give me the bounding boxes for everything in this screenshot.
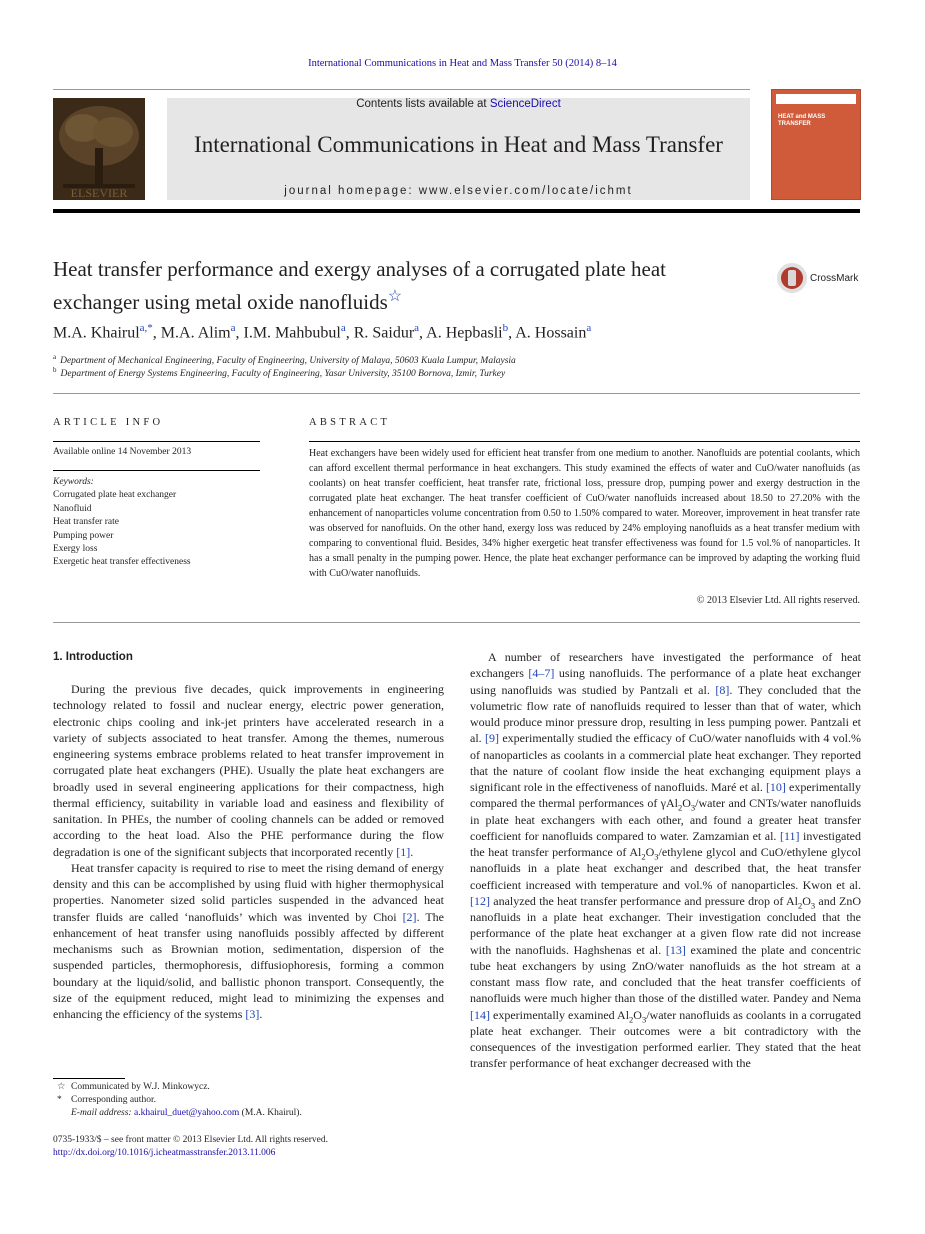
author-name: M.A. Alim bbox=[160, 324, 231, 342]
abstract-text: Heat exchangers have been widely used for efficient heat transfer from one medium to another. Nanofluids are potential coolants, which can afford excellent thermal performance in heat exchangers. This study examined the effects of water and CuO/water nanofluids (as coolants) on heat transfer coefficient, heat transfer rate, frictional loss, pressure drop, pumping power and exergy destruction in the corrugated plate heat exchanger. The heat transfer coefficient of CuO/water nanofluids increased about 18.50 to 27.20% with the enhancement of nanoparticles volume concentration from 0.50 to 1.50% compared to water. Moreover, improvement in heat transfer rate was observed for nanofluids. On the other hand, exergy loss was reduced by 24% employing nanofluids as a heat transfer medium with comparing to conventional fluid. Besides, 34% higher exergetic heat transfer effectiveness was found for 1.5 vol.% of nanoparticles. It has a small penalty in the pumping power. Hence, the plate heat exchanger performance can be improved by adapting the working fluid with CuO/water nanofluids. bbox=[309, 448, 860, 579]
paragraph-text: and ZnO nanofluids in a plate heat exchanger. Their investigation concluded that the performance of the plate heat exchanger at a given flow rate did not increase with the nanofluids. Haghshenas et al. bbox=[470, 893, 861, 957]
paragraph-text: experimentally compared the thermal performances of γAl bbox=[470, 780, 861, 811]
footnote-mark: * bbox=[57, 1095, 62, 1105]
paragraph-text: /ethylene glycol and CuO/ethylene glycol nanofluids in a plate heat exchanger and described that, the heat transfer coefficient increased with temperature and vol.% of nanoparticles. Kwon et al. bbox=[470, 845, 861, 892]
paragraph-text: using nanofluids. The performance of a plate heat exchanger using nanofluids was studied by Pantzali et al. bbox=[470, 666, 861, 697]
journal-homepage[interactable]: journal homepage: www.elsevier.com/locate/ichmt bbox=[284, 185, 633, 197]
subscript: 3 bbox=[810, 900, 816, 911]
affiliation-mark: a bbox=[53, 353, 57, 361]
author-affil-mark[interactable]: a,* bbox=[139, 322, 153, 334]
affiliation-text: Department of Mechanical Engineering, Faculty of Engineering, University of Malaya, 50603 Kuala Lumpur, Malaysia bbox=[60, 356, 516, 367]
footnote-text: Communicated by W.J. Minkowycz. bbox=[71, 1082, 210, 1092]
keyword-item: Exergetic heat transfer effectiveness bbox=[53, 557, 191, 568]
author-name: M.A. Khairul bbox=[53, 324, 140, 342]
crossmark-icon bbox=[776, 261, 810, 295]
paragraph-text: . bbox=[410, 844, 414, 859]
author-name: I.M. Mahbubul bbox=[243, 324, 341, 342]
cover-strip bbox=[776, 94, 856, 104]
header-rule bbox=[53, 89, 750, 90]
info-rule bbox=[53, 470, 260, 471]
paragraph-text: examined the plate and concentric tube heat exchangers by using ZnO/water nanofluids as the hot stream at a constant mass flow rate, and concluded that the heat transfer coefficients of nanofluids were much higher than those of the distilled water. Pandey and Nema bbox=[470, 942, 861, 1006]
keywords-list bbox=[53, 476, 191, 570]
issn-line: 0735-1933/$ – see front matter © 2013 Elsevier Ltd. All rights reserved. bbox=[53, 1135, 329, 1145]
article-title-text: Heat transfer performance and exergy analyses of a corrugated plate heat exchanger using metal oxide nanofluids bbox=[53, 257, 666, 314]
citation-ref[interactable]: [4–7] bbox=[528, 666, 555, 681]
author-affil-mark[interactable]: b bbox=[502, 322, 509, 334]
paragraph-text: A number of researchers have investigated the performance of heat exchangers bbox=[470, 650, 861, 681]
body-rule bbox=[53, 622, 860, 623]
body-column-right bbox=[470, 649, 861, 1072]
author-separator: , bbox=[152, 324, 161, 342]
paragraph-text: . The enhancement of heat transfer using nanofluids possibly affected by different mechanisms such as Brownian motion, sedimentation, dispersion of the suspended particles, thermophoresis, diffusiophoresis, forming a common boundary at the liquid/solid, and ballistic phonon transport. Consequently, the size of the equipment reduced, might lead to minimizing the expenses and enhancing the efficiency of the systems bbox=[53, 909, 444, 1021]
paragraph bbox=[470, 649, 861, 1072]
affiliation-a bbox=[53, 353, 860, 366]
abstract-heading: ABSTRACT bbox=[309, 417, 391, 428]
subscript: 2 bbox=[629, 1013, 634, 1024]
author-affil-mark[interactable]: a bbox=[586, 322, 592, 334]
affiliation-text: Department of Energy Systems Engineering, Faculty of Engineering, Yasar University, 35100 Bornova, Izmir, Turkey bbox=[60, 369, 506, 380]
info-rule bbox=[53, 441, 260, 442]
author-name: R. Saidur bbox=[353, 324, 415, 342]
paragraph-text: O bbox=[802, 893, 811, 908]
footnote-corresponding bbox=[53, 1094, 444, 1107]
author-affil-mark[interactable]: a bbox=[414, 322, 420, 334]
citation-ref[interactable]: [1] bbox=[396, 844, 411, 859]
paragraph-text: O bbox=[682, 796, 691, 811]
section-rule bbox=[53, 393, 860, 394]
author-separator: , bbox=[419, 324, 427, 342]
body-column-left bbox=[53, 649, 444, 1022]
keyword-item: Corrugated plate heat exchanger bbox=[53, 490, 177, 501]
paragraph-text: . They concluded that the volumetric flow rate of nanofluids required to lesser than that of water, which would produce minor pressure drop, resulting in less pumping power. Pantzali et al. bbox=[470, 682, 862, 746]
affiliation-mark: b bbox=[53, 366, 57, 374]
subscript: 3 bbox=[690, 802, 696, 813]
title-footnote-mark[interactable]: ☆ bbox=[387, 288, 403, 305]
subscript: 2 bbox=[677, 802, 683, 813]
paragraph-text: During the previous five decades, quick improvements in engineering technology related to fossil and nuclear energy, electric power generation, electronic chips cooling and ink-jet printers have accelerated research in a variety of subjects associated to heat transfer. Among the themes, numerous engineering systems embrace problems related to heat transfer improvement in corrugated plate heat exchangers (PHE). Usually the plate heat exchangers are broadly used in several engineering applications for their compactness, high thermal efficiency, suitability in variable load and easiness and flexibility of sanitation. In PHEs, the number of cooling channels can be added or removed according to the heat load. Also the PHE performance during the flow degradation is one of the significant subjects that incorporated recently bbox=[53, 682, 444, 859]
paragraph-text: analyzed the heat transfer performance and pressure drop of Al bbox=[490, 893, 798, 908]
paragraph bbox=[53, 860, 444, 1023]
section-heading-introduction: 1. Introduction bbox=[53, 651, 133, 663]
crossmark-label[interactable]: CrossMark bbox=[810, 273, 859, 284]
paragraph-text: experimentally studied the efficacy of CuO/water nanofluids with 4 vol.% of nanoparticles as coolants in a commercial plate heat exchanger. They reported that the nature of coolant flow inside the heat exchanging equipment plays a significant role in the effectiveness of nanofluids. Maré et al. bbox=[470, 731, 861, 794]
journal-cover-thumbnail[interactable] bbox=[771, 89, 861, 200]
citation-ref[interactable]: [8] bbox=[715, 682, 730, 697]
citation-ref[interactable]: [13] bbox=[665, 942, 686, 957]
email-owner: (M.A. Khairul). bbox=[239, 1108, 302, 1118]
keyword-item: Heat transfer rate bbox=[53, 517, 119, 528]
paragraph bbox=[53, 681, 444, 860]
contents-prefix: Contents lists available at bbox=[356, 98, 490, 110]
article-info-heading: ARTICLE INFO bbox=[53, 417, 164, 428]
keyword-item: Nanofluid bbox=[53, 503, 92, 514]
paragraph-text: /water and CNTs/water nanofluids in plate heat exchangers with each other, and found a greater heat transfer coefficient for nanofluids compared to water. Zamzamian et al. bbox=[470, 796, 861, 843]
header-thick-rule bbox=[53, 209, 860, 213]
author-affil-mark[interactable]: a bbox=[340, 322, 346, 334]
keyword-item: Exergy loss bbox=[53, 544, 98, 555]
author-separator: , bbox=[235, 324, 244, 342]
author-separator: , bbox=[508, 324, 516, 342]
elsevier-tree-logo bbox=[53, 98, 145, 200]
subscript: 3 bbox=[654, 851, 659, 862]
citation-ref[interactable]: [14] bbox=[470, 1007, 490, 1022]
available-online-date: Available online 14 November 2013 bbox=[53, 447, 192, 457]
abstract-copyright: © 2013 Elsevier Ltd. All rights reserved. bbox=[696, 595, 860, 606]
email-link[interactable]: a.khairul_duet@yahoo.com bbox=[133, 1108, 240, 1118]
paragraph-text: experimentally examined Al bbox=[490, 1007, 630, 1022]
citation-ref[interactable]: [10] bbox=[765, 780, 786, 794]
footnote-mark: ☆ bbox=[57, 1082, 66, 1092]
paragraph-text: /water nanofluids as coolants in a corrugated plate heat exchanger. Their outcomes were a bit contradictory with the consequences of the investigation performed earlier. They stated that the heat transfer performance of heat exchanger decreased with the bbox=[470, 1007, 861, 1071]
sciencedirect-link[interactable]: ScienceDirect bbox=[489, 98, 561, 110]
paragraph-text: Heat transfer capacity is required to rise to meet the rising demand of energy density and this can be accomplished by using fluid with higher thermophysical properties. Nanometer sized solid particles suspended in the advanced heat transfer fluids are called ‘nanofluids’ which was invented by Choi bbox=[53, 860, 444, 924]
footnote-text: Corresponding author. bbox=[71, 1095, 156, 1105]
footnote-communicated bbox=[53, 1081, 444, 1094]
author-affil-mark[interactable]: a bbox=[230, 322, 236, 334]
footnotes bbox=[53, 1081, 444, 1120]
subscript: 2 bbox=[797, 900, 803, 911]
paragraph-text: . bbox=[259, 1007, 263, 1021]
journal-citation-link[interactable]: International Communications in Heat and Mass Transfer 50 (2014) 8–14 bbox=[308, 58, 617, 69]
subscript: 3 bbox=[641, 1013, 647, 1024]
cover-title: HEAT and MASS TRANSFER bbox=[778, 114, 826, 127]
citation-ref[interactable]: [11] bbox=[779, 828, 800, 843]
abstract-rule bbox=[309, 441, 860, 442]
contents-line bbox=[167, 98, 750, 110]
doi-link[interactable]: http://dx.doi.org/10.1016/j.icheatmasstransfer.2013.11.006 bbox=[53, 1148, 276, 1158]
front-matter bbox=[53, 1134, 328, 1160]
author-name: A. Hossain bbox=[515, 324, 587, 342]
article-title bbox=[53, 256, 753, 316]
paragraph-text: O bbox=[633, 1007, 642, 1022]
citation-ref[interactable]: [3] bbox=[245, 1007, 260, 1021]
email-label: E-mail address: bbox=[71, 1108, 132, 1118]
footnote-rule bbox=[53, 1078, 125, 1079]
citation-ref[interactable]: [9] bbox=[485, 731, 499, 746]
elsevier-wordmark: ELSEVIER bbox=[70, 186, 128, 200]
footnote-email bbox=[53, 1107, 444, 1120]
affiliation-b bbox=[53, 366, 860, 379]
subscript: 2 bbox=[641, 851, 646, 862]
author-list bbox=[53, 322, 860, 342]
author-separator: , bbox=[345, 324, 354, 342]
keywords-label: Keywords: bbox=[53, 477, 94, 487]
paragraph-text: O bbox=[645, 845, 655, 859]
citation-ref[interactable]: [2] bbox=[402, 909, 417, 924]
keyword-item: Pumping power bbox=[53, 530, 114, 541]
citation-ref[interactable]: [12] bbox=[470, 893, 490, 908]
journal-title: International Communications in Heat and Mass Transfer bbox=[194, 132, 723, 157]
author-name: A. Hepbasli bbox=[426, 324, 503, 342]
paragraph-text: investigated the heat transfer performance of Al bbox=[470, 828, 861, 859]
